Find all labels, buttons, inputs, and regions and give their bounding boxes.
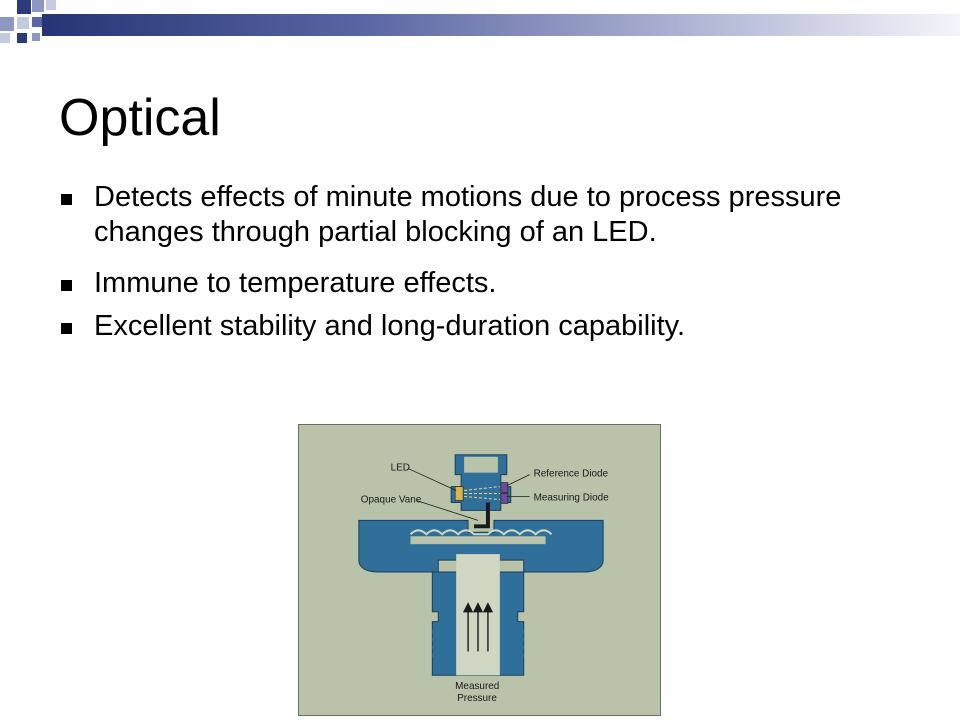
- slide-title: Optical: [59, 89, 221, 147]
- bullet-item: [58, 266, 918, 301]
- reference-diode-element: [501, 483, 508, 493]
- bullet-list: [58, 180, 918, 360]
- bullet-text: Detects effects of minute motions due to process pressure changes through partial blocking of an LED.: [94, 181, 842, 248]
- optical-sensor-diagram: [298, 424, 661, 716]
- pressure-label: Pressure: [457, 693, 497, 705]
- reference-diode-label: Reference Diode: [533, 468, 609, 480]
- bullet-item: [58, 309, 918, 344]
- bullet-text: Excellent stability and long-duration capability.: [94, 310, 686, 342]
- square-bullet-icon: [61, 280, 72, 291]
- bullet-text: Immune to temperature effects.: [94, 267, 497, 299]
- sensor-cross-section: [299, 425, 660, 715]
- bullet-item: [58, 180, 918, 250]
- measured-label: Measured: [455, 681, 500, 693]
- led-element: [455, 487, 463, 501]
- measuring-diode-label: Measuring Diode: [533, 492, 609, 504]
- opaque-vane-label: Opaque Vane: [360, 494, 422, 506]
- square-bullet-icon: [61, 194, 72, 205]
- header-decoration: [0, 0, 960, 52]
- measuring-diode-element: [501, 494, 508, 504]
- square-bullet-icon: [61, 323, 72, 334]
- led-label: LED: [390, 462, 410, 474]
